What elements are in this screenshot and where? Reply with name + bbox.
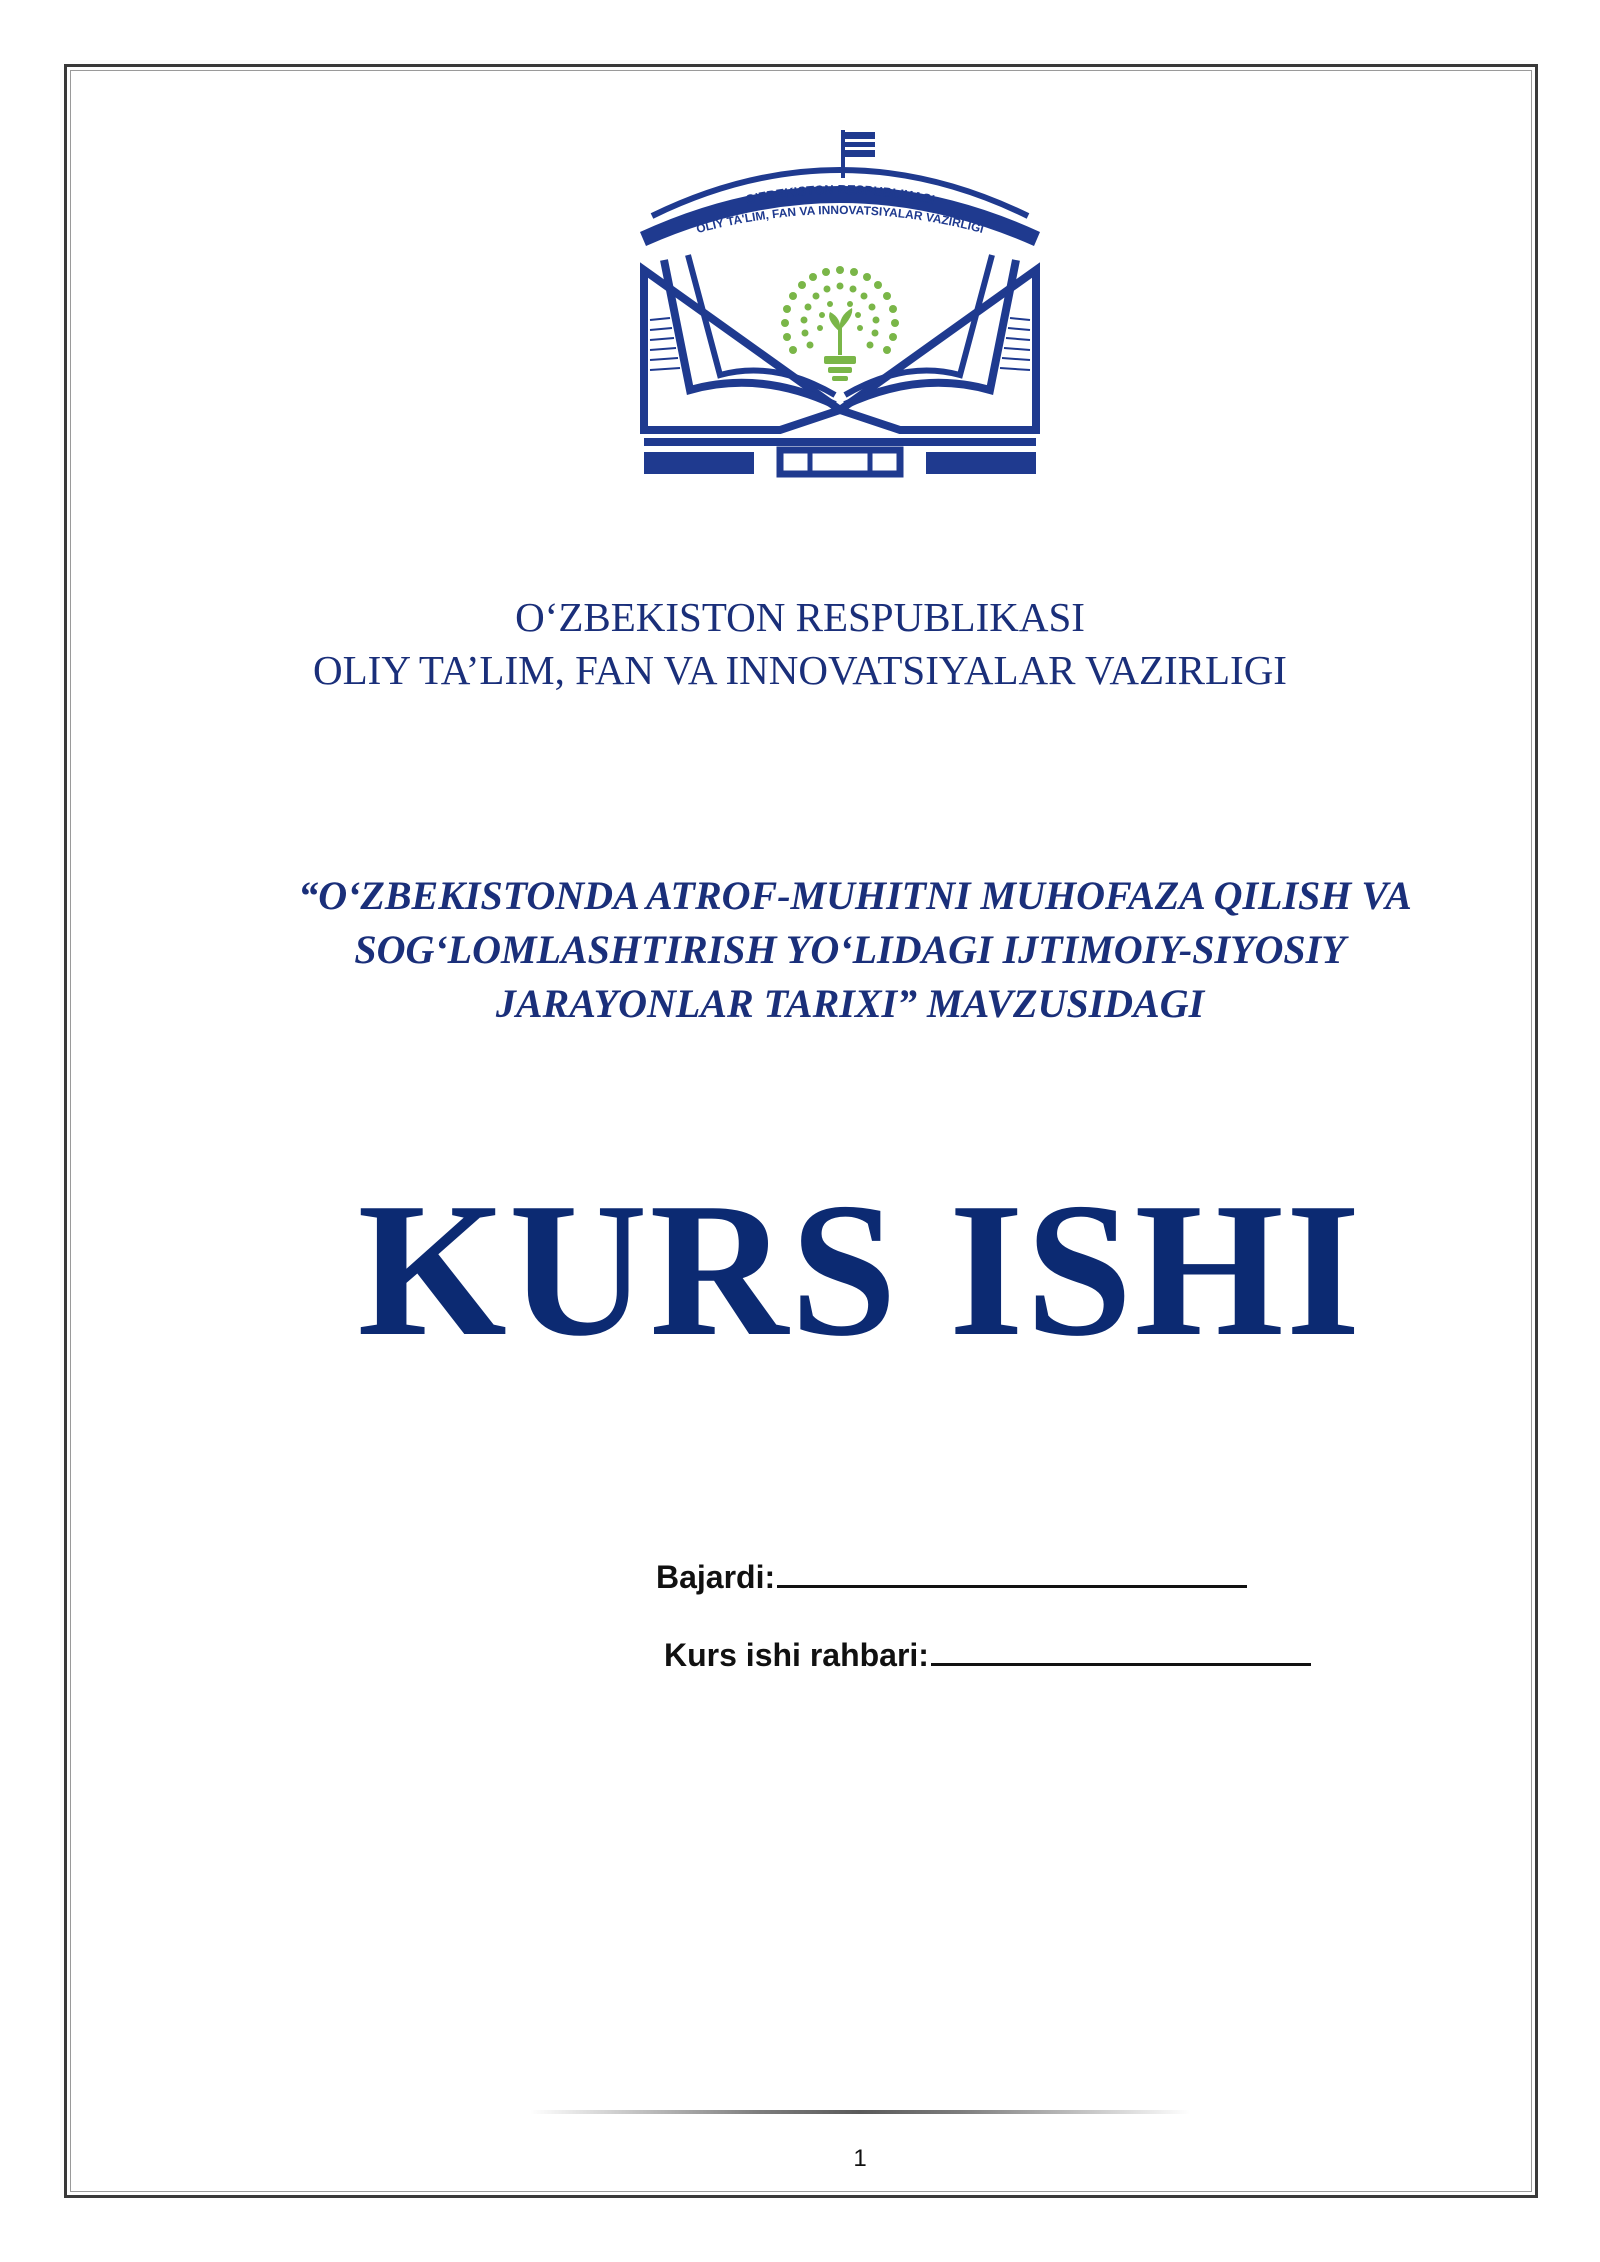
supervisor-blank-line (931, 1633, 1311, 1666)
supervisor-field (664, 1633, 1311, 1674)
topic-line-3: JARAYONLAR TARIXI” MAVZUSIDAGI (495, 981, 1205, 1026)
document-title: KURS ISHI (357, 1163, 1363, 1376)
svg-text:OLIY TA'LIM, FAN VA INNOVATSIY: OLIY TA'LIM, FAN VA INNOVATSIYALAR VAZIRLIGI (694, 202, 986, 237)
page-number: 1 (853, 2145, 867, 2172)
ministry-line-1: O‘ZBEKISTON RESPUBLIKASI (515, 594, 1085, 640)
ministry-line-2: OLIY TA’LIM, FAN VA INNOVATSIYALAR VAZIRLIGI (313, 647, 1287, 693)
supervisor-label: Kurs ishi rahbari: (664, 1637, 929, 1673)
performed-by-field (656, 1555, 1247, 1596)
topic-line-2: SOG‘LOMLASHTIRISH YO‘LIDAGI IJTIMOIY-SIYOSIY (354, 927, 1346, 972)
topic-line-1: “O‘ZBEKISTONDA ATROF-MUHITNI MUHOFAZA QILISH VA (298, 873, 1412, 918)
performed-by-label: Bajardi: (656, 1559, 776, 1595)
performed-by-blank-line (777, 1555, 1247, 1588)
ministry-logo (630, 120, 1050, 480)
svg-text:O'ZBEKISTON RESPUBLIKASI: O'ZBEKISTON RESPUBLIKASI (743, 181, 937, 208)
footer-divider (530, 2110, 1190, 2114)
